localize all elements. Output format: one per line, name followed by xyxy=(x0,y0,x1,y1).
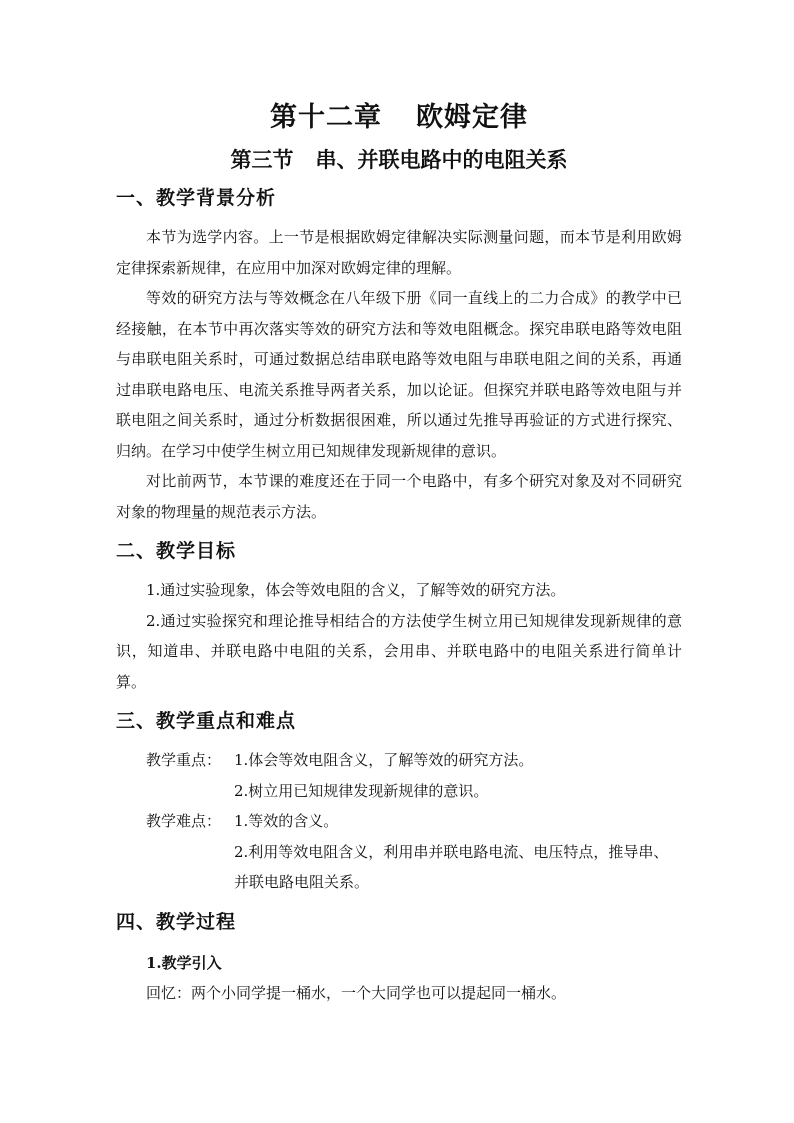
focus-item-1: 1.体会等效电阻含义，了解等效的研究方法。 xyxy=(234,751,534,769)
heading-process: 四、教学过程 xyxy=(116,910,237,933)
process-line-1: 回忆：两个小同学提一桶水，一个大同学也可以提起同一桶水。 xyxy=(146,983,567,1002)
background-paragraph-2: 等效的研究方法与等效概念在八年级下册《同一直线上的二力合成》的教学中已经接触，在本节中再次落实等效的研究方法和等效电阻概念。探究串联电路等效电阻与串联电阻关系时，可通过数据总结串联电路等效电阻与串联电阻之间的关系，再通过串联电路电压、电流关系推导两者关系，加以论证。但探究并联电路等效电阻与并联电阻之间关系时，通过分析数据很困难，所以通过先推导再验证的方式进行探究、归纳。在学习中使学生树立用已知规律发现新规律的意识。 xyxy=(116,289,682,460)
focus-label: 教学重点： xyxy=(146,751,222,769)
focus-row xyxy=(116,745,682,776)
heading-background: 一、教学背景分析 xyxy=(116,187,277,209)
objective-item-2: 2.通过实验探究和理论推导相结合的方法使学生树立用已知规律发现新规律的意识，知道串、并联电路中电阻的关系，会用串、并联电路中的电阻关系进行简单计算。 xyxy=(116,611,682,691)
difficulty-label: 教学难点： xyxy=(146,812,222,830)
chapter-name: 欧姆定律 xyxy=(416,102,528,133)
heading-objectives: 二、教学目标 xyxy=(116,540,237,562)
section-name: 串、并联电路中的电阻关系 xyxy=(315,148,568,172)
background-paragraph-1: 本节为选学内容。上一节是根据欧姆定律解决实际测量问题，而本节是利用欧姆定律探索新规律，在应用中加深对欧姆定律的理解。 xyxy=(116,228,682,277)
difficulty-item-2-continued: 并联电路电阻关系。 xyxy=(234,873,370,891)
focus-item-2: 2.树立用已知规律发现新规律的意识。 xyxy=(234,781,489,800)
difficulty-item-2: 2.利用等效电阻含义，利用串并联电路电流、电压特点，推导串、 xyxy=(234,842,669,861)
heading-key-points: 三、教学重点和难点 xyxy=(116,710,297,732)
process-subheading: 1.教学引入 xyxy=(146,953,222,972)
difficulty-row xyxy=(116,806,682,837)
difficulty-item-1: 1.等效的含义。 xyxy=(234,812,339,830)
chapter-title xyxy=(116,98,682,138)
section-title xyxy=(116,142,682,178)
objective-item-1: 1.通过实验现象，体会等效电阻的含义，了解等效的研究方法。 xyxy=(146,581,566,599)
section-number: 第三节 xyxy=(230,148,294,172)
background-paragraph-3: 对比前两节，本节课的难度还在于同一个电路中，有多个研究对象及对不同研究对象的物理量的规范表示方法。 xyxy=(116,472,682,521)
chapter-number: 第十二章 xyxy=(270,102,382,133)
